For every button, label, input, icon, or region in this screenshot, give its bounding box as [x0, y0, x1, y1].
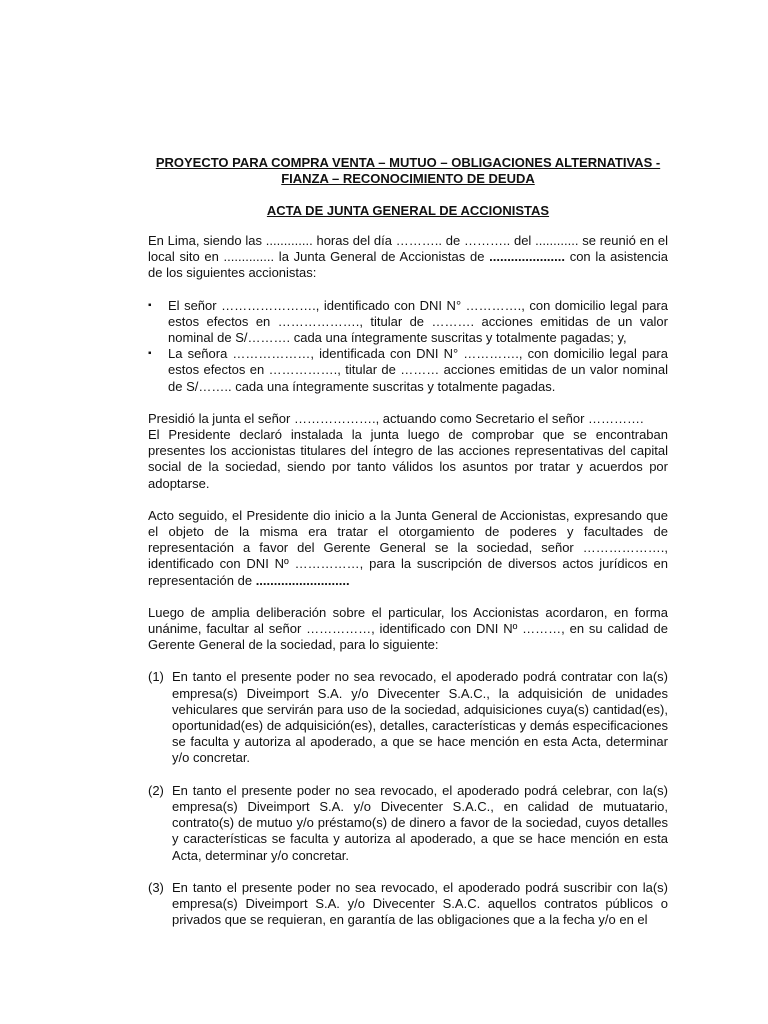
item-number: (3) — [148, 879, 164, 895]
list-item — [148, 783, 668, 864]
item-text: En tanto el presente poder no sea revocado, el apoderado podrá celebrar, con la(s) empresa(s) Diveimport S.A. y/o Divecenter S.A.C., en calidad de mutuatario, contrato(s) de mutuo y/o préstamo(s) de dinero a favor de la sociedad, cuyos detalles y características se faculta y autoriza al apoderado, a que se hace mención en esta Acta, determinar y/o concretar. — [172, 782, 668, 863]
powers-list — [148, 669, 668, 928]
intro-text: En Lima, siendo las ............. horas del día ……….. de ……….. del ............ se reunió en el local sito en .............. la Junta General de Accionistas de — [148, 233, 668, 265]
item-text: En tanto el presente poder no sea revocado, el apoderado podrá suscribir con la(s) empresa(s) Diveimport S.A. y/o Divecenter S.A.C. aquellos contratos públicos o privados que se requieran, en garantía de las obligaciones que a la fecha y/o en el — [172, 879, 668, 928]
item-text: En tanto el presente poder no sea revocado, el apoderado podrá contratar con la(s) empresa(s) Diveimport S.A. y/o Divecenter S.A.C., la adquisición de unidades vehiculares que servirán para uso de la sociedad, adquisiciones cuya(s) cantidad(es), oportunidad(es) de adquisición(es), detalles, características y demás especificaciones se faculta y autoriza al apoderado, a que se hace mención en esta Acta, determinar y/o concretar. — [172, 669, 668, 766]
bullet-icon: ▪ — [148, 348, 152, 360]
list-item — [148, 346, 668, 395]
title-block — [148, 155, 668, 187]
document-body — [148, 155, 668, 944]
intro-company-blank: ..................... — [489, 249, 565, 265]
presidio-paragraph: Presidió la junta el señor ………………., actuando como Secretario el señor …………. — [148, 410, 644, 426]
subtitle-block — [148, 203, 668, 219]
acto-text: Acto seguido, el Presidente dio inicio a la Junta General de Accionistas, expresando que el objeto de la misma era tratar el otorgamiento de poderes y facultades de representación a favor del Gerente General se la sociedad, señor ………………., identificado con DNI Nº ……………, para la suscripción de diversos actos jurídicos en representación de — [148, 507, 668, 588]
intro-paragraph — [148, 233, 668, 282]
bullet-icon: ▪ — [148, 299, 152, 311]
document-title: PROYECTO PARA COMPRA VENTA – MUTUO – OBLIGACIONES ALTERNATIVAS - FIANZA – RECONOCIMIENTO DE DEUDA — [155, 155, 661, 186]
intro-tail: con la asistencia de los siguientes accionistas: — [148, 249, 668, 281]
shareholder-text: El señor …………………., identificado con DNI N° …………., con domicilio legal para estos efectos en ………………., titular de ………. acciones emitidas de un valor nominal de S/………. cada una íntegramente suscritas y totalmente pagadas; y, — [168, 297, 668, 346]
acto-blank: .......................... — [255, 572, 350, 588]
item-number: (2) — [148, 782, 164, 798]
list-item — [148, 669, 668, 766]
list-item — [148, 880, 668, 929]
shareholder-text: La señora ………………, identificada con DNI N° …………., con domicilio legal para estos efectos en ……………., titular de ……… acciones emitidas de un valor nominal de S/…….. cada una íntegramente suscritas y totalmente pagadas. — [168, 346, 668, 394]
presidente-paragraph: El Presidente declaró instalada la junta luego de comprobar que se encontraban presentes los accionistas titulares del íntegro de las acciones representativas del capital social de la sociedad, siendo por tanto válidos los asuntos por tratar y acuerdos por adoptarse. — [148, 427, 668, 491]
document-subtitle: ACTA DE JUNTA GENERAL DE ACCIONISTAS — [266, 203, 550, 218]
luego-paragraph: Luego de amplia deliberación sobre el particular, los Accionistas acordaron, en forma unánime, facultar al señor ……………, identificado con DNI Nº ………, en su calidad de Gerente General de la sociedad, para lo siguiente: — [148, 604, 668, 653]
shareholder-list — [148, 298, 668, 395]
acto-paragraph — [148, 508, 668, 589]
list-item — [148, 298, 668, 347]
item-number: (1) — [148, 669, 164, 685]
